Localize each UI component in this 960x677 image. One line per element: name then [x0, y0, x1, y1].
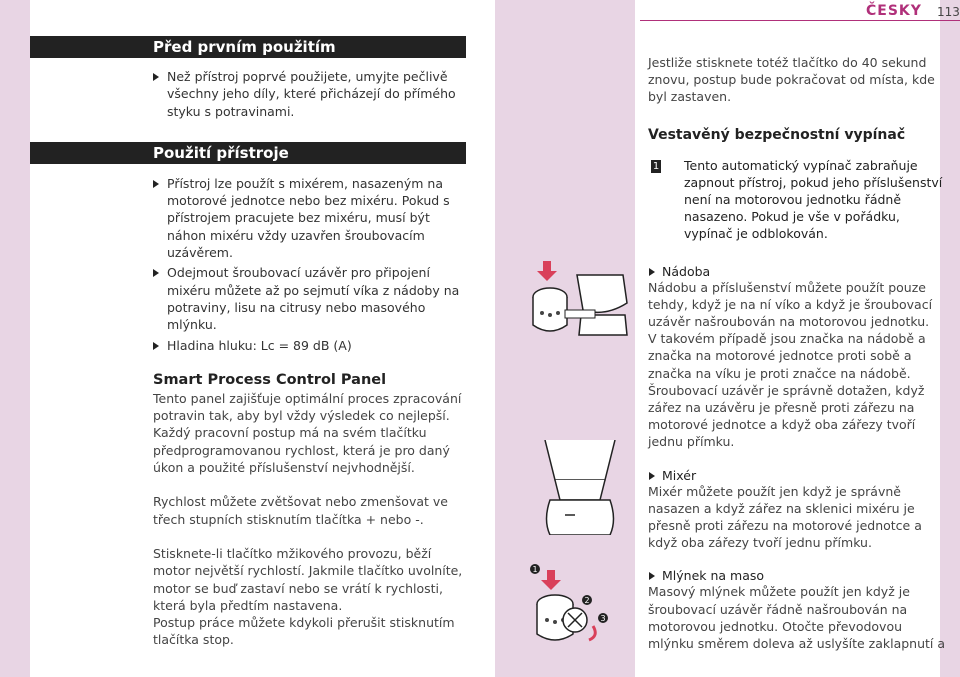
- bowl-illustration: [515, 255, 640, 350]
- down-arrow-icon: [541, 570, 561, 590]
- section-title-first-use: Před prvním použitím: [30, 36, 466, 58]
- page-number: 113: [937, 5, 960, 19]
- step-label: 1: [532, 565, 538, 574]
- first-use-list: [153, 68, 466, 120]
- step-label: 3: [600, 614, 606, 623]
- usage-list: [153, 175, 466, 354]
- list-item: Odejmout šroubovací uzávěr pro připojení mixéru můžete až po sejmutí víka z nádoby na potraviny, lisu na citrusy nebo masového mlýnku.: [153, 264, 466, 333]
- intro-text: Jestliže stisknete totéž tlačítko do 40 sekund znovu, postup bude pokračovat od místa, kde byl zastaven.: [648, 55, 935, 105]
- spc-paragraph: Tento panel zajišťuje optimální proces zpracování potravin tak, aby byl vždy výsledek co nejlepší. Každý pracovní postup má na svém tlačítku předprogramovanou rychlost, která je pro daný úkon a použité příslušenství nejvhodnější.: [153, 390, 462, 476]
- nadoba-text: Nádobu a příslušenství můžete použít pouze tehdy, když je na ní víko a když je šroubovací uzávěr našroubován na motorovou jednotku. V takovém případě jsou značka na nádobě a značka na motorové jednotce proti sobě a značka na víku je proti značce na nádobě. Šroubovací uzávěr je správně dotažen, když zářez na uzávěru je přesně proti zářezu na motorové jednotce a když oba zářezy tvoří jednu přímku.: [648, 279, 933, 450]
- spc-heading: Smart Process Control Panel: [153, 371, 387, 388]
- right-column: [648, 54, 948, 652]
- mixer-text: Mixér můžete použít jen když je správně nasazen a když zářez na sklenici mixéru je přesně proti zářezu na motorové jednotce a když oba zářezy tvoří jednu přímku.: [648, 483, 922, 551]
- spc-paragraph: Rychlost můžete zvětšovat nebo zmenšovat ve třech stupních stisknutím tlačítka + nebo -.: [153, 494, 448, 527]
- nadoba-title: Nádoba: [648, 264, 948, 279]
- section-title-usage: Použití přístroje: [30, 142, 466, 164]
- list-item: Hladina hluku: Lc = 89 dB (A): [153, 337, 466, 354]
- header-rule: [640, 20, 960, 21]
- step-number: 1: [652, 160, 660, 172]
- step-label: 2: [584, 596, 590, 605]
- rotate-arrow-icon: [589, 626, 595, 640]
- grinder-illustration: [515, 560, 640, 670]
- spc-paragraph: Stisknete-li tlačítko mžikového provozu, běží motor největší rychlostí. Jakmile tlačítko uvolníte, motor se buď zastaví nebo se vrátí k rychlosti, která byla předtím nastavena. Postup práce můžete kdykoli přerušit stisknutím tlačítka stop.: [153, 545, 463, 648]
- left-column: [30, 36, 466, 649]
- mlynek-title: Mlýnek na maso: [648, 568, 948, 583]
- safety-text: Tento automatický vypínač zabraňuje zapnout přístroj, pokud jeho příslušenství není na motorovou jednotku řádně nasazeno. Pokud je vše v pořádku, vypínač je odblokován.: [684, 157, 943, 242]
- down-arrow-icon: [537, 261, 557, 281]
- list-item: Než přístroj poprvé použijete, umyjte pečlivě všechny jeho díly, které přicházejí do přímého styku s potravinami.: [153, 68, 466, 120]
- page-margin-stripe-left: [0, 0, 30, 677]
- language-label: ČESKY: [866, 3, 922, 19]
- mixer-illustration: [515, 440, 640, 535]
- safety-heading: Vestavěný bezpečnostní vypínač: [648, 126, 906, 143]
- list-item: Přístroj lze použít s mixérem, nasazeným na motorové jednotce nebo bez mixéru. Pokud s přístrojem pracujete bez mixéru, musí být náhon mixéru vždy uzavřen šroubovacím uzávěrem.: [153, 175, 466, 261]
- mixer-title: Mixér: [648, 468, 948, 483]
- safety-step: [648, 157, 948, 243]
- mlynek-text: Masový mlýnek můžete použít jen když je šroubovací uzávěr řádně našroubován na motorovou jednotku. Otočte převodovou mlýnku směrem doleva až uslyšíte zaklapnutí a: [648, 584, 946, 652]
